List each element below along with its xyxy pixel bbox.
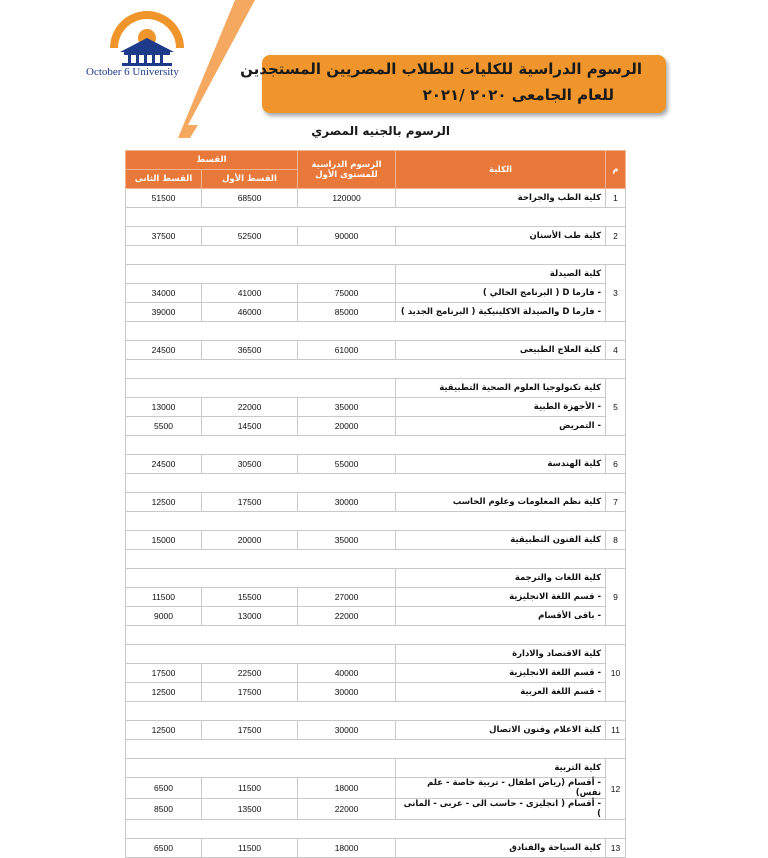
second-installment-cell: 6500 bbox=[126, 839, 202, 858]
fees-cell: 20000 bbox=[298, 417, 396, 436]
first-installment-cell: 41000 bbox=[202, 284, 298, 303]
table-subrow bbox=[126, 664, 626, 683]
fees-table-body bbox=[126, 189, 626, 858]
fees-cell: 27000 bbox=[298, 588, 396, 607]
second-installment-cell: 6500 bbox=[126, 778, 202, 799]
group-blank-cell bbox=[126, 569, 396, 588]
spacer-cell bbox=[126, 436, 626, 455]
second-installment-cell: 39000 bbox=[126, 303, 202, 322]
department-name-cell: - فارما D ( البرنامج الحالي ) bbox=[396, 284, 606, 303]
department-name-cell: - باقى الأقسام bbox=[396, 607, 606, 626]
table-subrow bbox=[126, 417, 626, 436]
second-installment-cell: 17500 bbox=[126, 664, 202, 683]
college-name-cell: كلية الاقتصاد والادارة bbox=[396, 645, 606, 664]
college-name-cell: كلية التربية bbox=[396, 759, 606, 778]
first-installment-cell: 52500 bbox=[202, 227, 298, 246]
spacer-cell bbox=[126, 474, 626, 493]
fees-cell: 85000 bbox=[298, 303, 396, 322]
spacer-cell bbox=[126, 246, 626, 265]
table-row bbox=[126, 341, 626, 360]
second-installment-cell: 13000 bbox=[126, 398, 202, 417]
second-installment-cell: 9000 bbox=[126, 607, 202, 626]
spacer-cell bbox=[126, 360, 626, 379]
spacer-row bbox=[126, 820, 626, 839]
fees-cell: 90000 bbox=[298, 227, 396, 246]
second-installment-cell: 24500 bbox=[126, 455, 202, 474]
first-installment-cell: 13500 bbox=[202, 799, 298, 820]
spacer-row bbox=[126, 208, 626, 227]
department-name-cell: - فارما D والصيدلة الاكلينيكية ( البرنامج الجديد ) bbox=[396, 303, 606, 322]
department-name-cell: - التمريض bbox=[396, 417, 606, 436]
table-subrow bbox=[126, 303, 626, 322]
table-subrow bbox=[126, 799, 626, 820]
second-installment-cell: 12500 bbox=[126, 493, 202, 512]
logo-caption: October 6 University bbox=[86, 66, 179, 78]
fees-cell: 61000 bbox=[298, 341, 396, 360]
department-name-cell: - الأجهزة الطبية bbox=[396, 398, 606, 417]
title-banner bbox=[240, 55, 666, 113]
college-name-cell: كلية نظم المعلومات وعلوم الحاسب bbox=[396, 493, 606, 512]
fees-cell: 30000 bbox=[298, 683, 396, 702]
row-index-cell: 5 bbox=[606, 379, 626, 436]
college-name-cell: كلية الصيدلة bbox=[396, 265, 606, 284]
fees-cell: 40000 bbox=[298, 664, 396, 683]
department-name-cell: - قسم اللغة الانجليزية bbox=[396, 664, 606, 683]
college-name-cell: كلية العلاج الطبيعى bbox=[396, 341, 606, 360]
first-installment-cell: 68500 bbox=[202, 189, 298, 208]
department-name-cell: - قسم اللغة العربية bbox=[396, 683, 606, 702]
fees-table bbox=[125, 150, 626, 858]
table-subrow bbox=[126, 284, 626, 303]
spacer-cell bbox=[126, 322, 626, 341]
table-group-row bbox=[126, 645, 626, 664]
group-blank-cell bbox=[126, 265, 396, 284]
table-row bbox=[126, 721, 626, 740]
college-name-cell: كلية طب الأسنان bbox=[396, 227, 606, 246]
row-index-cell: 3 bbox=[606, 265, 626, 322]
row-index-cell: 9 bbox=[606, 569, 626, 626]
table-group-row bbox=[126, 569, 626, 588]
fees-cell: 30000 bbox=[298, 721, 396, 740]
fees-cell: 35000 bbox=[298, 531, 396, 550]
currency-note: الرسوم بالجنيه المصري bbox=[311, 124, 450, 138]
row-index-cell: 8 bbox=[606, 531, 626, 550]
second-installment-header: القسط الثانى bbox=[126, 170, 202, 189]
spacer-row bbox=[126, 246, 626, 265]
row-index-cell: 1 bbox=[606, 189, 626, 208]
college-name-cell: كلية تكنولوجيا العلوم الصحية التطبيقية bbox=[396, 379, 606, 398]
second-installment-cell: 8500 bbox=[126, 799, 202, 820]
department-name-cell: - قسم اللغة الانجليزية bbox=[396, 588, 606, 607]
first-installment-cell: 30500 bbox=[202, 455, 298, 474]
second-installment-cell: 12500 bbox=[126, 683, 202, 702]
index-header: م bbox=[606, 151, 626, 189]
college-name-cell: كلية الهندسة bbox=[396, 455, 606, 474]
second-installment-cell: 37500 bbox=[126, 227, 202, 246]
fees-cell: 18000 bbox=[298, 778, 396, 799]
row-index-cell: 4 bbox=[606, 341, 626, 360]
row-index-cell: 10 bbox=[606, 645, 626, 702]
second-installment-cell: 5500 bbox=[126, 417, 202, 436]
first-installment-cell: 20000 bbox=[202, 531, 298, 550]
installment-header: القسط bbox=[126, 151, 298, 170]
fees-cell: 22000 bbox=[298, 799, 396, 820]
fees-header: الرسوم الدراسية للمستوى الأول bbox=[298, 151, 396, 189]
first-installment-cell: 22500 bbox=[202, 664, 298, 683]
table-row bbox=[126, 189, 626, 208]
table-subrow bbox=[126, 588, 626, 607]
fees-cell: 120000 bbox=[298, 189, 396, 208]
group-blank-cell bbox=[126, 759, 396, 778]
first-installment-cell: 17500 bbox=[202, 683, 298, 702]
college-name-cell: كلية الفنون التطبيقية bbox=[396, 531, 606, 550]
spacer-cell bbox=[126, 512, 626, 531]
row-index-cell: 11 bbox=[606, 721, 626, 740]
second-installment-cell: 12500 bbox=[126, 721, 202, 740]
fees-cell: 18000 bbox=[298, 839, 396, 858]
row-index-cell: 6 bbox=[606, 455, 626, 474]
spacer-cell bbox=[126, 626, 626, 645]
first-installment-cell: 14500 bbox=[202, 417, 298, 436]
row-index-cell: 7 bbox=[606, 493, 626, 512]
spacer-cell bbox=[126, 550, 626, 569]
second-installment-cell: 34000 bbox=[126, 284, 202, 303]
table-row bbox=[126, 227, 626, 246]
second-installment-cell: 24500 bbox=[126, 341, 202, 360]
table-row bbox=[126, 531, 626, 550]
fees-cell: 35000 bbox=[298, 398, 396, 417]
table-subrow bbox=[126, 607, 626, 626]
first-installment-cell: 11500 bbox=[202, 839, 298, 858]
table-subrow bbox=[126, 398, 626, 417]
college-name-cell: كلية اللغات والترجمة bbox=[396, 569, 606, 588]
college-name-cell: كلية السياحة والفنادق bbox=[396, 839, 606, 858]
table-row bbox=[126, 839, 626, 858]
college-header: الكلية bbox=[396, 151, 606, 189]
row-index-cell: 12 bbox=[606, 759, 626, 820]
first-installment-cell: 17500 bbox=[202, 721, 298, 740]
first-installment-cell: 15500 bbox=[202, 588, 298, 607]
first-installment-cell: 22000 bbox=[202, 398, 298, 417]
spacer-row bbox=[126, 550, 626, 569]
college-name-cell: كلية الاعلام وفنون الاتصال bbox=[396, 721, 606, 740]
spacer-row bbox=[126, 436, 626, 455]
table-subrow bbox=[126, 778, 626, 799]
spacer-row bbox=[126, 626, 626, 645]
spacer-row bbox=[126, 702, 626, 721]
department-name-cell: - أقسام ( انجليزى - حاسب الى - عربى - المانى ) bbox=[396, 799, 606, 820]
table-subrow bbox=[126, 683, 626, 702]
spacer-cell bbox=[126, 820, 626, 839]
group-blank-cell bbox=[126, 379, 396, 398]
first-installment-cell: 46000 bbox=[202, 303, 298, 322]
first-installment-cell: 17500 bbox=[202, 493, 298, 512]
spacer-row bbox=[126, 474, 626, 493]
fees-cell: 22000 bbox=[298, 607, 396, 626]
fees-cell: 75000 bbox=[298, 284, 396, 303]
spacer-row bbox=[126, 740, 626, 759]
second-installment-cell: 15000 bbox=[126, 531, 202, 550]
spacer-row bbox=[126, 322, 626, 341]
table-group-row bbox=[126, 379, 626, 398]
spacer-row bbox=[126, 360, 626, 379]
table-group-row bbox=[126, 265, 626, 284]
first-installment-cell: 11500 bbox=[202, 778, 298, 799]
row-index-cell: 13 bbox=[606, 839, 626, 858]
second-installment-cell: 11500 bbox=[126, 588, 202, 607]
fees-cell: 30000 bbox=[298, 493, 396, 512]
banner-title-line2: للعام الجامعى ٢٠٢٠ /٢٠٢١ bbox=[422, 86, 614, 104]
table-row bbox=[126, 455, 626, 474]
spacer-cell bbox=[126, 702, 626, 721]
spacer-cell bbox=[126, 208, 626, 227]
banner-title-line1: الرسوم الدراسية للكليات للطلاب المصريين المستجدين bbox=[240, 60, 642, 78]
table-group-row bbox=[126, 759, 626, 778]
spacer-row bbox=[126, 512, 626, 531]
group-blank-cell bbox=[126, 645, 396, 664]
first-installment-cell: 13000 bbox=[202, 607, 298, 626]
college-name-cell: كلية الطب والجراحة bbox=[396, 189, 606, 208]
first-installment-header: القسط الأول bbox=[202, 170, 298, 189]
fees-cell: 55000 bbox=[298, 455, 396, 474]
row-index-cell: 2 bbox=[606, 227, 626, 246]
first-installment-cell: 36500 bbox=[202, 341, 298, 360]
table-row bbox=[126, 493, 626, 512]
second-installment-cell: 51500 bbox=[126, 189, 202, 208]
spacer-cell bbox=[126, 740, 626, 759]
department-name-cell: - أقسام (رياض اطفال - تربية خاصة - علم نفس) bbox=[396, 778, 606, 799]
